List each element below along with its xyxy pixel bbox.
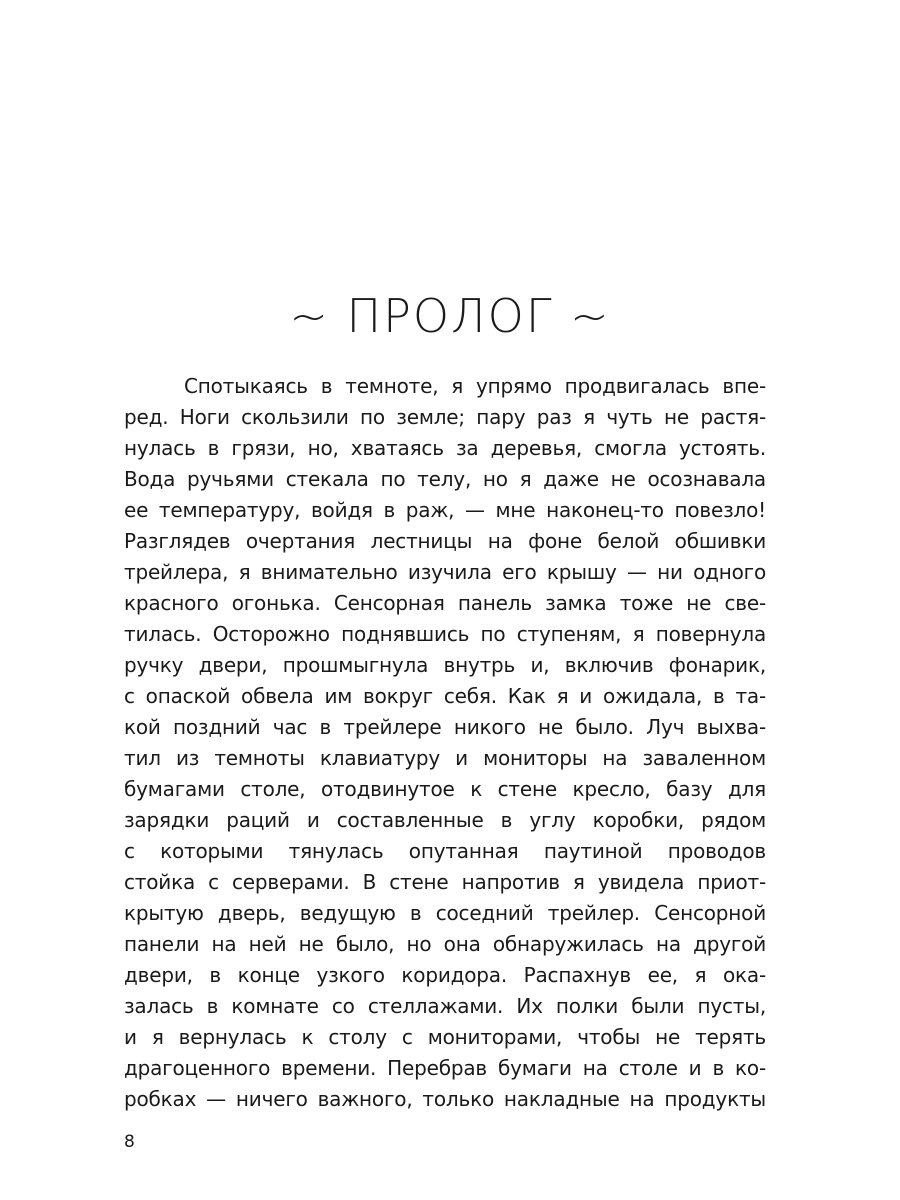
text-line: и я вернулась к столу с мониторами, чтобы не терять <box>124 1025 766 1049</box>
text-line: красного огонька. Сенсорная панель замка тоже не све- <box>124 591 766 615</box>
text-line: ручку двери, прошмыгнула внутрь и, включив фонарик, <box>124 653 766 677</box>
text-line: тилась. Осторожно поднявшись по ступеням, я повернула <box>124 622 766 646</box>
text-line: бумагами столе, отодвинутое к стене кресло, базу для <box>124 777 766 801</box>
text-line: Вода ручьями стекала по телу, но я даже не осознавала <box>124 467 766 491</box>
text-line: зарядки раций и составленные в углу коробки, рядом <box>124 808 766 832</box>
text-line: с которыми тянулась опутанная паутиной проводов <box>124 839 766 863</box>
text-line: залась в комнате со стеллажами. Их полки были пусты, <box>124 994 766 1018</box>
text-line: робках — ничего важного, только накладные на продукты <box>124 1087 766 1111</box>
text-line: Спотыкаясь в темноте, я упрямо продвигалась впе- <box>184 374 766 398</box>
text-line: панели на ней не было, но она обнаружилась на другой <box>124 932 766 956</box>
text-line: нулась в грязи, но, хватаясь за деревья, смогла устоять. <box>124 436 766 460</box>
text-line: кой поздний час в трейлере никого не было. Луч выхва- <box>124 715 766 739</box>
text-line: Разглядев очертания лестницы на фоне белой обшивки <box>124 529 766 553</box>
text-line: двери, в конце узкого коридора. Распахнув ее, я ока- <box>124 963 766 987</box>
text-line: драгоценного времени. Перебрав бумаги на столе и в ко- <box>124 1056 766 1080</box>
text-line: ред. Ноги скользили по земле; пару раз я чуть не растя- <box>124 405 766 429</box>
text-line: стойка с серверами. В стене напротив я увидела приот- <box>124 870 766 894</box>
body-text <box>124 371 766 1115</box>
text-line: ее температуру, войдя в раж, — мне наконец-то повезло! <box>124 498 766 522</box>
page-number: 8 <box>124 1132 135 1152</box>
text-line: крытую дверь, ведущую в соседний трейлер. Сенсорной <box>124 901 766 925</box>
chapter-title: ~ ПРОЛОГ ~ <box>289 289 611 343</box>
text-line: с опаской обвела им вокруг себя. Как я и ожидала, в та- <box>124 684 766 708</box>
text-line: трейлера, я внимательно изучила его крышу — ни одного <box>124 560 766 584</box>
text-line: тил из темноты клавиатуру и мониторы на заваленном <box>124 746 766 770</box>
